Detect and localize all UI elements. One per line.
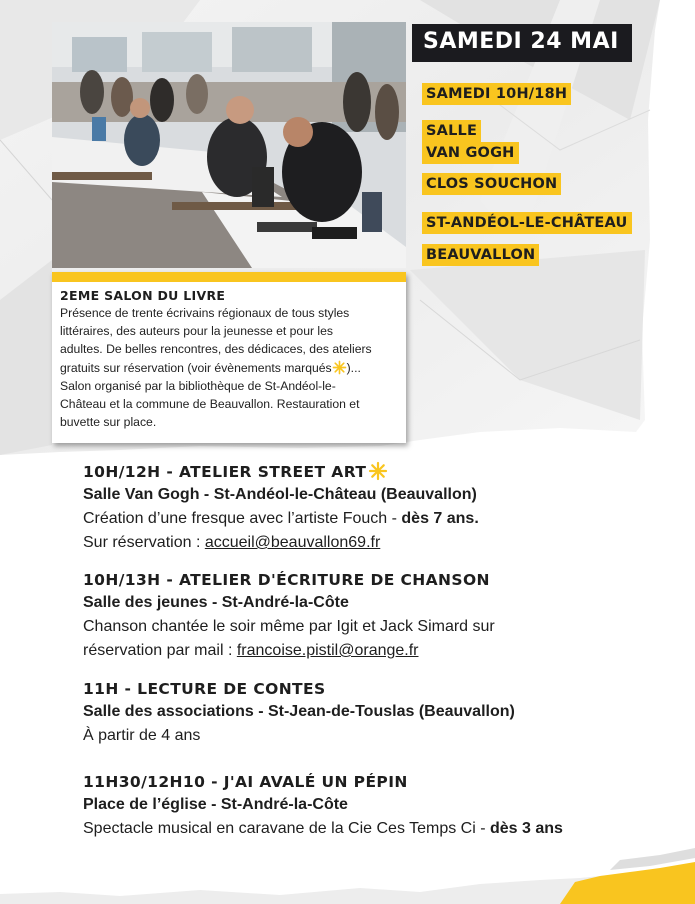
event-description	[83, 507, 479, 531]
event-place: Salle des jeunes - St-André-la-Côte	[83, 594, 349, 611]
event-storytelling	[83, 678, 515, 748]
card-line: Salon organisé par la bibliothèque de St-Andéol-le-	[60, 378, 336, 393]
date-banner: SAMEDI 24 MAI	[412, 24, 632, 62]
commune-tag: BEAUVALLON	[422, 244, 539, 266]
star-icon	[332, 360, 347, 375]
card-description	[52, 303, 406, 431]
book-fair-photo	[52, 22, 406, 268]
event-booking	[83, 531, 479, 555]
event-desc-text: Création d’une fresque avec l’artiste Fouch -	[83, 510, 402, 527]
email-link[interactable]: accueil@beauvallon69.fr	[204, 534, 381, 551]
hours-tag: SAMEDI 10H/18H	[422, 83, 571, 105]
email-link[interactable]: francoise.pistil@orange.fr	[236, 642, 419, 659]
event-street-art	[83, 461, 479, 555]
venue-tag-line1: SALLE	[422, 120, 481, 142]
card-line: littéraires, des auteurs pour la jeunesse et pour les	[60, 324, 334, 339]
town-tag: ST-ANDÉOL-LE-CHÂTEAU	[422, 212, 632, 234]
event-age: dès 7 ans.	[401, 510, 479, 527]
card-line-end: )...	[346, 360, 361, 375]
event-place: Place de l’église - St-André-la-Côte	[83, 796, 348, 813]
event-description: Chanson chantée le soir même par Igit et Jack Simard sur	[83, 618, 495, 635]
event-age: dès 3 ans	[490, 820, 563, 837]
event-booking	[83, 639, 495, 663]
card-line: Présence de trente écrivains régionaux de tous styles	[60, 306, 350, 320]
event-desc-text: Spectacle musical en caravane de la Cie Ces Temps Ci -	[83, 820, 490, 837]
event-song-writing	[83, 569, 495, 663]
event-title-text: 10H/12H - ATELIER STREET ART	[83, 463, 367, 481]
card-line: adultes. De belles rencontres, des dédicaces, des ateliers	[60, 342, 372, 357]
card-line	[60, 359, 396, 377]
card-title: 2EME SALON DU LIVRE	[60, 288, 226, 303]
event-place: Salle Van Gogh - St-Andéol-le-Château (Beauvallon)	[83, 486, 477, 503]
event-title: 11H30/12H10 - J'AI AVALÉ UN PÉPIN	[83, 773, 408, 791]
event-description: À partir de 4 ans	[83, 727, 201, 744]
book-fair-card	[52, 272, 406, 443]
event-pepin-show	[83, 771, 563, 841]
event-title	[83, 461, 479, 483]
event-booking-text: réservation par mail :	[83, 642, 237, 659]
event-title: 10H/13H - ATELIER D'ÉCRITURE DE CHANSON	[83, 571, 490, 589]
event-booking-text: Sur réservation :	[83, 534, 205, 551]
event-description	[83, 817, 563, 841]
card-accent-bar	[52, 272, 406, 282]
venue-tag-line2: VAN GOGH	[422, 142, 519, 164]
star-icon	[368, 461, 388, 481]
card-line: Château et la commune de Beauvallon. Restauration et	[60, 397, 360, 412]
card-line: buvette sur place.	[60, 415, 157, 430]
card-line-start: gratuits sur réservation (voir évènements marqués	[60, 360, 332, 375]
clos-tag: CLOS SOUCHON	[422, 173, 561, 195]
event-place: Salle des associations - St-Jean-de-Touslas (Beauvallon)	[83, 703, 515, 720]
event-title: 11H - LECTURE DE CONTES	[83, 680, 326, 698]
